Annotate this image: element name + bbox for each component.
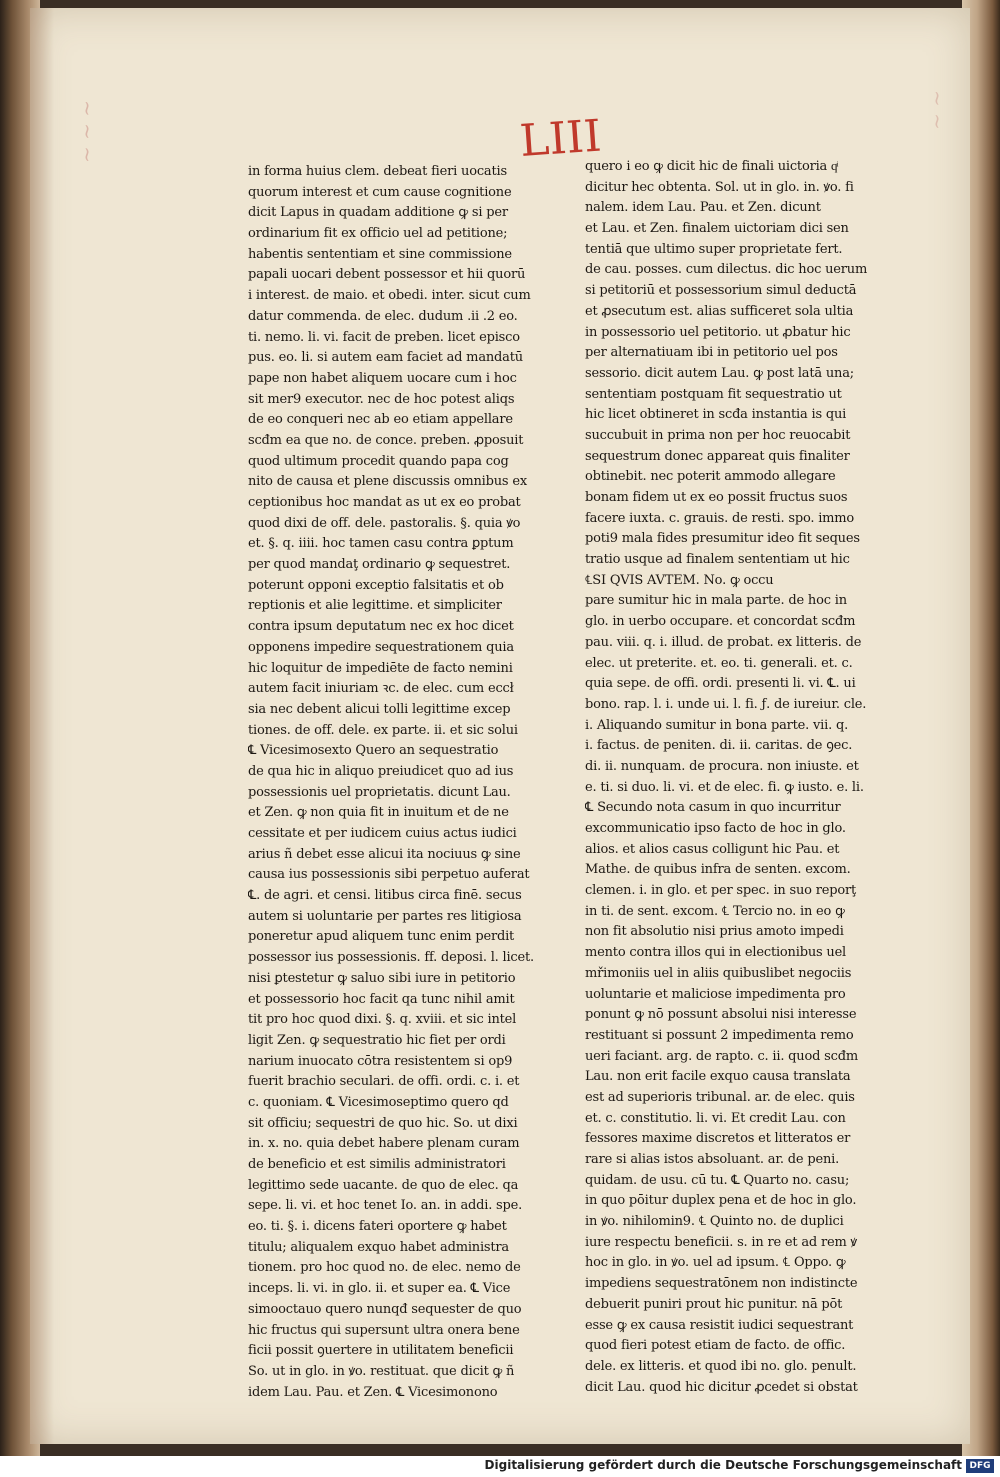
text-line: per quod mandaţ ordinario ꝙ sequestret. <box>248 557 511 573</box>
text-line: impediens sequestratōnem non indistincte <box>585 1276 858 1292</box>
text-line: in possessorio uel petitorio. ut ꝓbatur hic <box>585 324 851 340</box>
text-line: quia sepe. de offi. ordi. presenti li. vi. ℄. ui <box>585 676 856 692</box>
text-line: clemen. i. in glo. et per spec. in suo reporţ <box>585 883 857 899</box>
text-line: et ꝓsecutum est. alias sufficeret sola ultia <box>585 303 854 319</box>
text-line: di. ii. nunquam. de procura. non iniuste. et <box>585 758 859 774</box>
text-line: hic loquitur de impediēte de facto nemini <box>248 660 513 676</box>
text-line: cessitate et per iudicem cuius actus iudici <box>248 826 517 841</box>
text-line: poterunt opponi exceptio falsitatis et ob <box>248 577 504 593</box>
text-line: hoc in glo. in ꝟo. uel ad ipsum. ℄ Oppo. ꝙ <box>585 1255 846 1271</box>
text-line: datur commenda. de elec. dudum .ii .2 eo. <box>248 308 518 324</box>
text-line: elec. ut preterite. et. eo. ti. generali. et. c. <box>585 655 853 671</box>
text-line: So. ut in glo. in ꝟo. restituat. que dicit ꝙ ñ <box>248 1363 515 1379</box>
text-line: tionem. pro hoc quod no. de elec. nemo de <box>248 1260 521 1276</box>
text-line: sit officiu; sequestri de quo hic. So. ut dixi <box>248 1115 518 1131</box>
text-line: dicit Lau. quod hic dicitur ꝓcedet si obstat <box>585 1379 858 1395</box>
text-line: pus. eo. li. si autem eam faciet ad mandatū <box>248 350 523 366</box>
text-line: bono. rap. l. i. unde ui. l. fi. ƒ. de iureiur. cle. <box>585 696 867 712</box>
text-line: poneretur apud aliquem tunc enim perdit <box>248 929 515 945</box>
text-line: quod fieri potest etiam de facto. de offic. <box>585 1338 846 1354</box>
text-line: esse ꝙ ex causa resistit iudici sequestrant <box>585 1317 854 1333</box>
text-line: autem si uoluntarie per partes res litigiosa <box>248 908 522 924</box>
text-line: sepe. li. vi. et hoc tenet Io. an. in addi. spe. <box>248 1198 523 1214</box>
text-line: si petitoriū et possessorium simul deductā <box>585 283 857 299</box>
text-column-left <box>248 162 558 1403</box>
text-line: et. c. constitutio. li. vi. Et credit Lau. con <box>585 1110 846 1126</box>
text-line: et Lau. et Zen. finalem uictoriam dici sen <box>585 221 849 237</box>
text-line: Lau. non erit facile exquo causa translata <box>585 1069 851 1085</box>
text-line: de cau. posses. cum dilectus. dic hoc uerum <box>585 262 868 278</box>
text-line: e. ti. si duo. li. vi. et de elec. fi. ꝙ iusto. e. li. <box>585 779 864 795</box>
text-line: de qua hic in aliquo preiudicet quo ad ius <box>248 763 514 779</box>
text-line: sequestrum donec appareat quis finaliter <box>585 448 850 464</box>
text-line: ueri faciant. arg. de rapto. c. ii. quod scđm <box>585 1048 858 1064</box>
text-line: quorum interest et cum cause cognitione <box>248 184 512 200</box>
text-line: i. Aliquando sumitur in bona parte. vii. q. <box>585 717 849 733</box>
text-line: non fit absolutio nisi prius amoto impedi <box>585 924 844 940</box>
text-line: reptionis et alie legittime. et simpliciter <box>248 598 502 614</box>
text-line: de beneficio et est similis administratori <box>248 1157 506 1172</box>
text-line: excommunicatio ipso facto de hoc in glo. <box>585 821 846 836</box>
text-line: sia nec debent alicui tolli legittime excep <box>248 701 511 717</box>
text-line: causa ius possessionis sibi perpetuo auferat <box>248 867 530 883</box>
text-line: hic licet obtineret in scđa instantia is qui <box>585 407 847 423</box>
text-line: per alternatiuam ibi in petitorio uel pos <box>585 345 838 361</box>
page-gutter-shadow <box>30 8 54 1444</box>
text-line: nito de causa et plene discussis omnibus ex <box>248 474 527 490</box>
text-line: poti9 mala fides presumitur ideo fit seques <box>585 531 860 547</box>
text-line: sessorio. dicit autem Lau. ꝙ post latā una; <box>585 365 854 381</box>
text-line: rare si alias istos absoluant. ar. de peni. <box>585 1152 840 1167</box>
text-line: sit mer9 executor. nec de hoc potest aliqs <box>248 391 515 407</box>
text-line: possessor ius possessionis. ff. deposi. l. licet. <box>248 950 534 966</box>
text-line: et possessorio hoc facit qa tunc nihil amit <box>248 991 515 1007</box>
text-line: possessionis uel proprietatis. dicunt Lau. <box>248 784 511 800</box>
dfg-logo: DFG <box>966 1459 994 1473</box>
text-line: pau. viii. q. i. illud. de probat. ex litteris. de <box>585 634 862 650</box>
text-line: et Zen. ꝙ non quia fit in inuitum et de ne <box>248 805 509 821</box>
text-line: ordinarium fit ex officio uel ad petitione; <box>248 226 508 242</box>
text-line: mřimoniis uel in aliis quibuslibet negociis <box>585 965 852 981</box>
text-line: ti. nemo. li. vi. facit de preben. licet episco <box>248 329 520 345</box>
text-line: i. factus. de peniten. di. ii. caritas. de ꝯec. <box>585 738 853 754</box>
text-line: quod dixi de off. dele. pastoralis. §. quia ꝟo <box>248 515 521 531</box>
text-line: nalem. idem Lau. Pau. et Zen. dicunt <box>585 200 821 216</box>
text-line: autem facit iniuriam ꝛc. de elec. cum eccł <box>248 681 514 697</box>
text-line: fessores maxime discretos et litteratos er <box>585 1131 851 1147</box>
text-line: simooctauo quero nunqđ sequester de quo <box>248 1301 522 1317</box>
text-line: restituant si possunt 2 impedimenta remo <box>585 1027 854 1043</box>
text-line: ligit Zen. ꝙ sequestratio hic fiet per ordi <box>248 1032 506 1048</box>
text-line: papali uocari debent possessor et hii quorū <box>248 267 526 283</box>
text-line: ℄ Secundo nota casum in quo incurritur <box>585 800 841 816</box>
text-line: in ꝟo. nihilomin9. ℄ Quinto no. de duplici <box>585 1214 844 1230</box>
text-line: bonam fidem ut ex eo possit fructus suos <box>585 490 848 505</box>
text-line: quod ultimum procedit quando papa cog <box>248 453 509 469</box>
text-line: tit pro hoc quod dixi. §. q. xviii. et sic intel <box>248 1012 517 1028</box>
text-line: iure respectu beneficii. s. in re et ad rem ꝟ <box>585 1234 857 1250</box>
text-line: idem Lau. Pau. et Zen. ℄ Vicesimonono <box>248 1384 498 1400</box>
text-line: inceps. li. vi. in glo. ii. et super ea. ℄ Vice <box>248 1281 511 1297</box>
text-line: sententiam postquam fit sequestratio ut <box>585 386 842 402</box>
text-line: dele. ex litteris. et quod ibi no. glo. penult. <box>585 1358 857 1374</box>
text-line: dicitur hec obtenta. Sol. ut in glo. in. ꝟo. fi <box>585 179 854 195</box>
text-line: eo. ti. §. i. dicens fateri oportere ꝙ habet <box>248 1219 507 1235</box>
text-line: facere iuxta. c. grauis. de resti. spo. immo <box>585 510 855 526</box>
text-line: fuerit brachio seculari. de offi. ordi. c. i. et <box>248 1074 520 1090</box>
text-line: tratio usque ad finalem sententiam ut hic <box>585 552 850 568</box>
text-line: de eo conqueri nec ab eo etiam appellare <box>248 412 513 428</box>
text-line: in forma huius clem. debeat fieri uocatis <box>248 164 507 179</box>
folio-number: LIII <box>518 110 603 168</box>
text-line: in ti. de sent. excom. ℄ Tercio no. in eo ꝙ <box>585 903 845 919</box>
text-line: habentis sententiam et sine commissione <box>248 246 512 262</box>
text-line: hic fructus qui supersunt ultra onera bene <box>248 1322 520 1338</box>
text-line: opponens impedire sequestrationem quia <box>248 639 514 655</box>
text-line: debuerit puniri prout hic punitur. nā pōt <box>585 1296 843 1312</box>
bleed-through-marginalia-right: ~ ~ <box>926 90 950 130</box>
text-line: mento contra illos qui in electionibus uel <box>585 945 847 961</box>
text-line: ficii possit ꝯuertere in utilitatem beneficii <box>248 1343 514 1359</box>
text-line: ponunt ꝙ nō possunt absolui nisi interesse <box>585 1007 857 1023</box>
text-line: et. §. q. iiii. hoc tamen casu contra ꝑptum <box>248 536 514 552</box>
text-line: pape non habet aliquem uocare cum i hoc <box>248 370 517 386</box>
text-line: c. quoniam. ℄ Vicesimoseptimo quero qd <box>248 1094 509 1110</box>
text-line: obtinebit. nec poterit ammodo allegare <box>585 469 836 485</box>
text-line: in. x. no. quia debet habere plenam curam <box>248 1136 520 1152</box>
text-line: quero i eo ꝙ dicit hic de finali uictoria qͥ <box>585 159 838 174</box>
text-line: tentiā que ultimo super proprietate fert. <box>585 241 843 257</box>
text-line: ceptionibus hoc mandat as ut ex eo probat <box>248 495 521 510</box>
bleed-through-marginalia: ~ ~ ~ <box>76 100 100 163</box>
text-line: narium inuocato cōtra resistentem si op9 <box>248 1053 513 1069</box>
text-line: in quo pōitur duplex pena et de hoc in glo. <box>585 1193 857 1209</box>
text-line: ℄SI QVIS AVTEM. No. ꝙ occu <box>585 572 774 588</box>
text-line: nisi ꝑtestetur ꝙ saluo sibi iure in petitorio <box>248 970 516 986</box>
text-line: alios. et alios casus colligunt hic Pau. et <box>585 841 840 857</box>
text-line: dicit Lapus in quadam additione ꝙ si per <box>248 205 508 221</box>
text-line: Mathe. de quibus infra de senten. excom. <box>585 862 851 878</box>
text-line: scđm ea que no. de conce. preben. ꝓposuit <box>248 432 524 448</box>
text-line: contra ipsum deputatum nec ex hoc dicet <box>248 619 514 635</box>
text-line: legittimo sede uacante. de quo de elec. qa <box>248 1177 519 1193</box>
text-line: succubuit in prima non per hoc reuocabit <box>585 427 851 443</box>
text-line: glo. in uerbo occupare. et concordat scđm <box>585 614 856 630</box>
text-line: quidam. de usu. cū tu. ℄ Quarto no. casu; <box>585 1172 850 1188</box>
text-line: arius ñ debet esse alicui ita nociuus ꝙ sine <box>248 846 521 862</box>
text-line: uoluntarie et maliciose impedimenta pro <box>585 986 846 1002</box>
text-line: tiones. de off. dele. ex parte. ii. et sic solui <box>248 722 518 738</box>
text-column-right <box>585 157 885 1398</box>
text-line: ℄ Vicesimosexto Quero an sequestratio <box>248 743 499 759</box>
digitization-footer <box>0 1456 1000 1477</box>
text-line: est ad superioris tribunal. ar. de elec. quis <box>585 1089 855 1105</box>
text-line: i interest. de maio. et obedi. inter. sicut cum <box>248 288 531 304</box>
text-line: pare sumitur hic in mala parte. de hoc in <box>585 593 847 609</box>
text-line: ℄. de agri. et censi. litibus circa finē. secus <box>248 888 522 904</box>
footer-credit: Digitalisierung gefördert durch die Deutsche Forschungsgemeinschaft <box>484 1458 962 1472</box>
text-line: titulu; aliqualem exquo habet administra <box>248 1239 509 1255</box>
